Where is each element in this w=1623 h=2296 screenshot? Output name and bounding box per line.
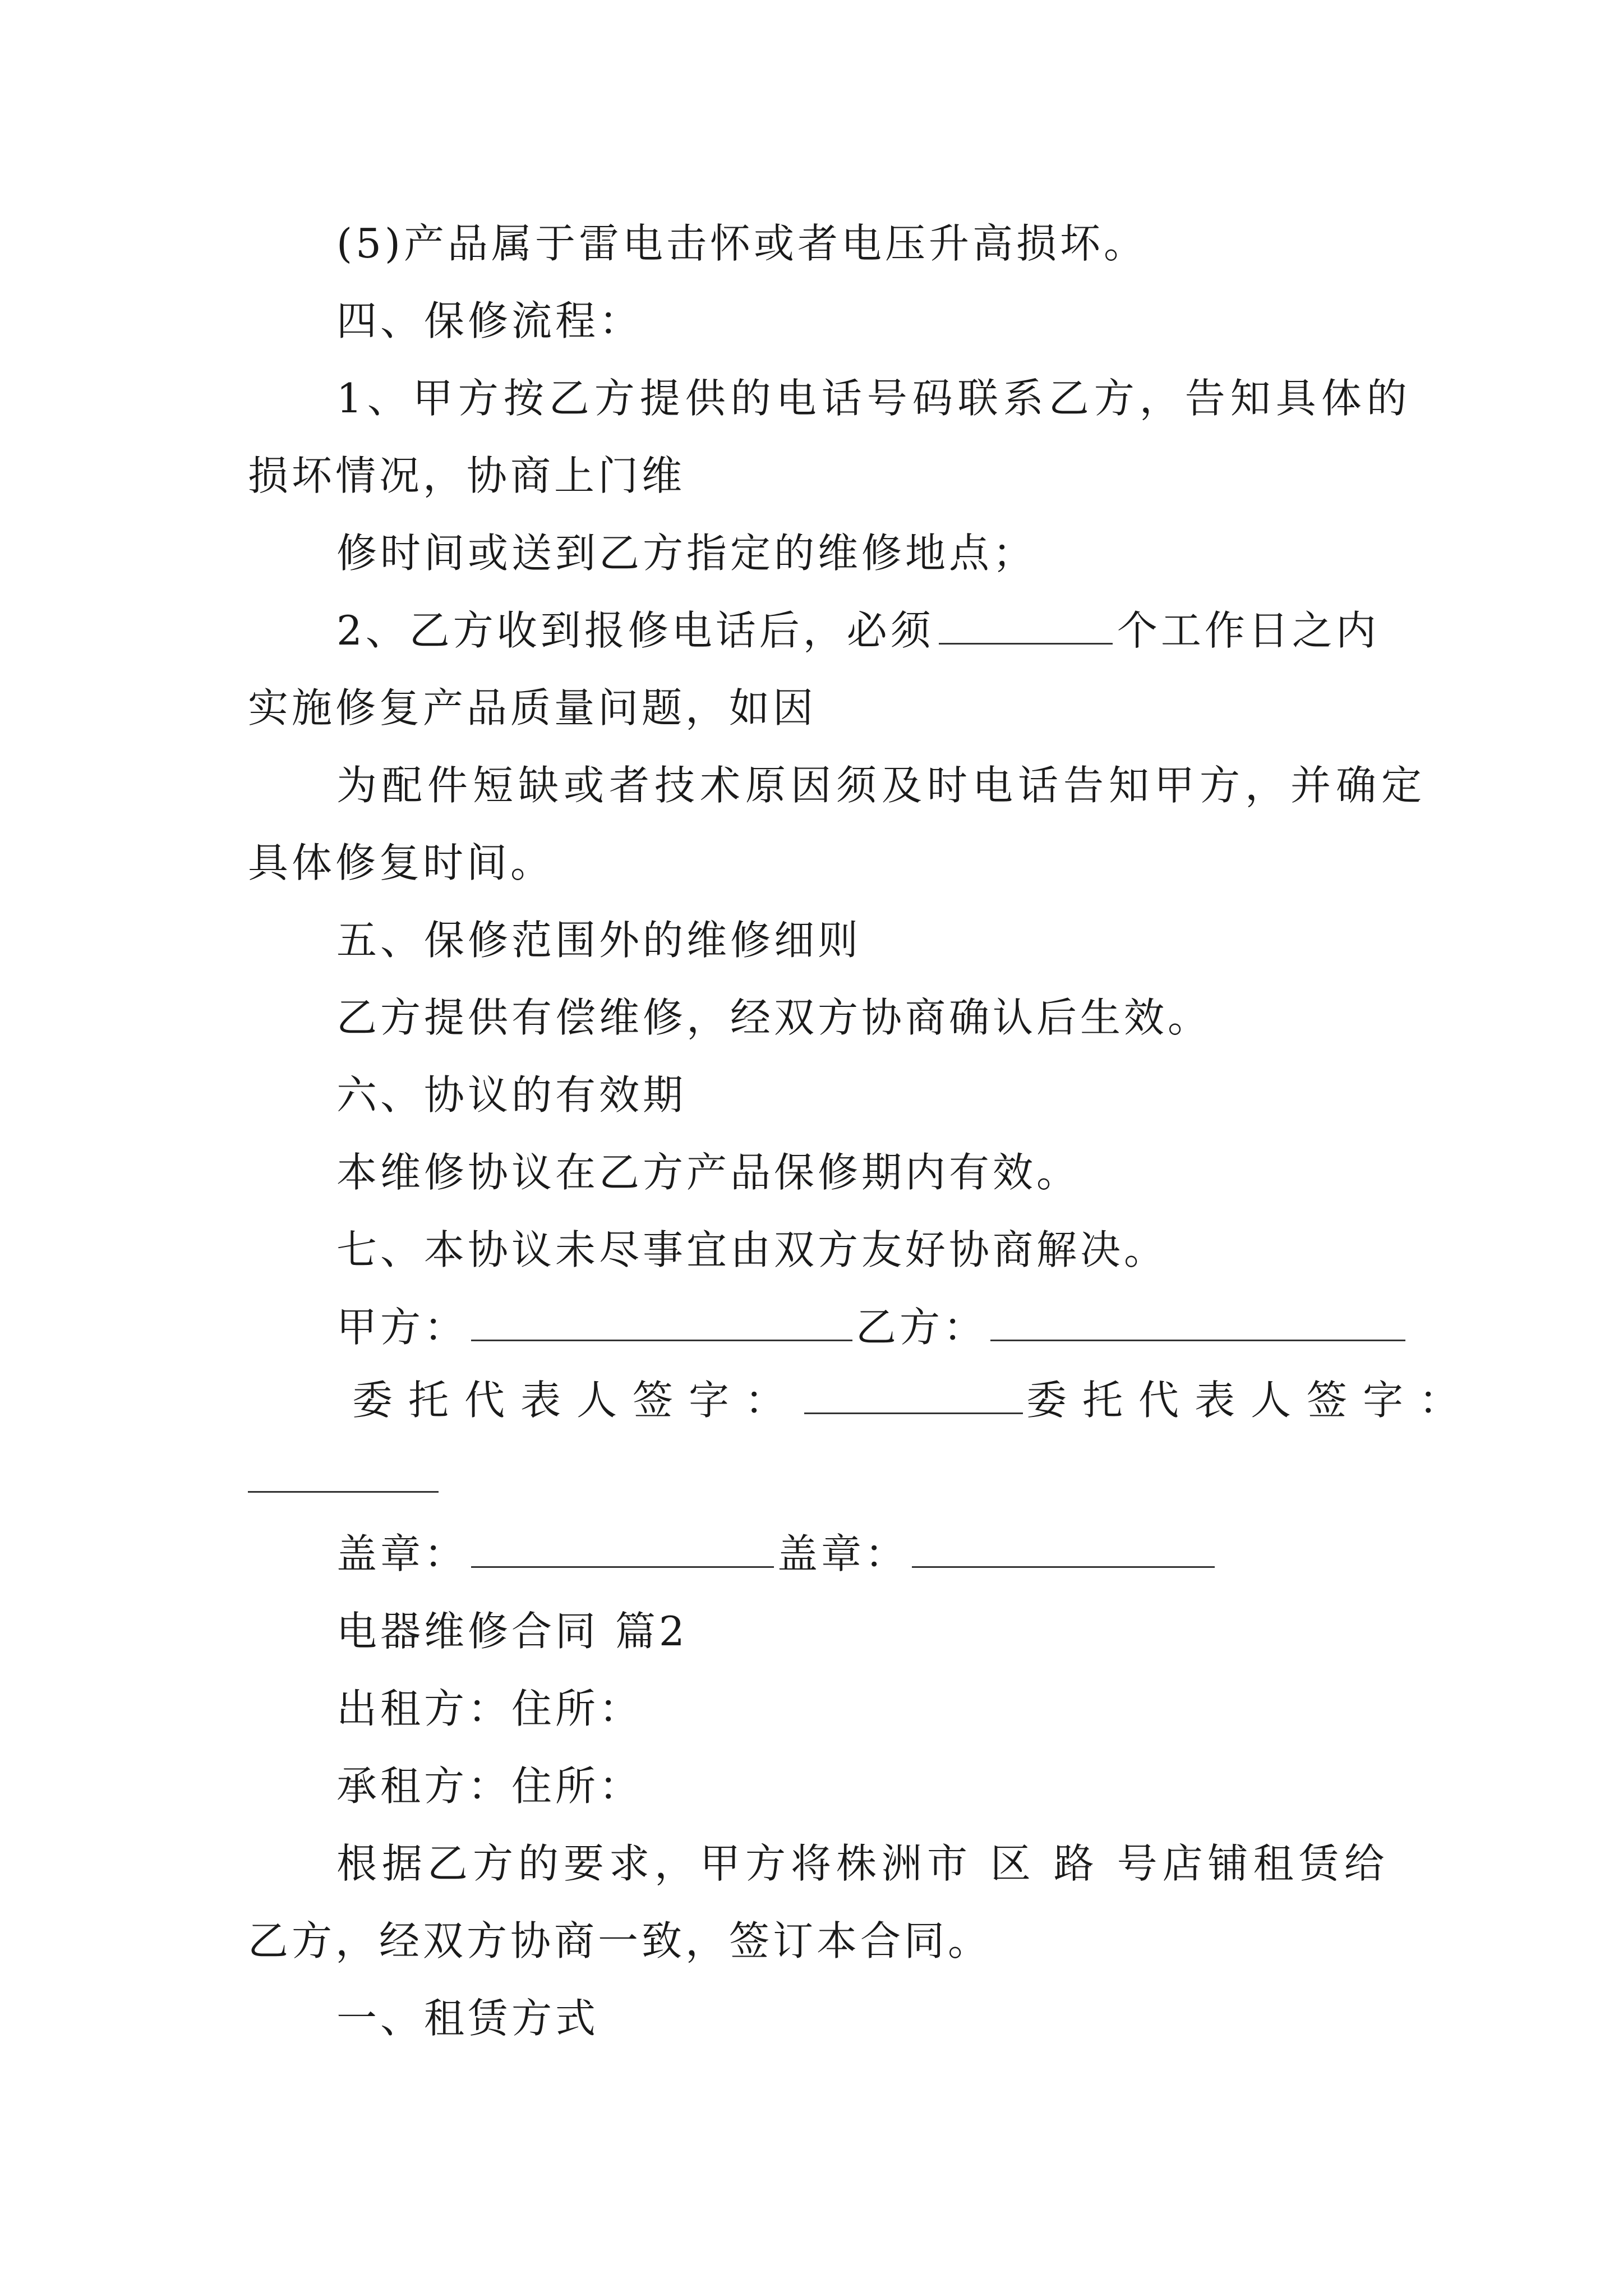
seal-a-label: 盖章： — [336, 1530, 468, 1577]
party-b-blank — [990, 1307, 1405, 1341]
representative-row — [352, 1377, 1476, 1424]
rep-b-label: 委托代表人签字： — [1026, 1377, 1476, 1424]
seal-b-label: 盖章： — [777, 1530, 909, 1577]
contract-2-title: 电器维修合同 篇2 — [336, 1608, 688, 1655]
section-heading-5: 五、保修范围外的维修细则 — [336, 917, 862, 964]
party-a-blank — [471, 1307, 852, 1341]
seal-b-blank — [912, 1534, 1215, 1568]
step-2-lead: 2、乙方收到报修电话后，必须 — [336, 607, 934, 654]
section-heading-6: 六、协议的有效期 — [336, 1071, 687, 1119]
workday-count-blank — [939, 610, 1113, 645]
rep-b-row — [248, 1458, 439, 1499]
step-2-trail: 个工作日之内 — [1117, 607, 1380, 654]
section-6-text: 本维修协议在乙方产品保修期内有效。 — [336, 1149, 1081, 1196]
party-b-label: 乙方： — [856, 1304, 988, 1351]
clause-5-text: (5)产品属于雷电击怀或者电压升高损坏。 — [336, 220, 1147, 267]
step-2-text — [336, 607, 1380, 654]
step-1-tail: 修时间或送到乙方指定的维修地点； — [336, 530, 1037, 577]
seal-a-blank — [471, 1534, 774, 1568]
section-heading-4: 四、保修流程： — [336, 297, 643, 344]
party-a-label: 甲方： — [336, 1304, 468, 1351]
lessor-line: 出租方：住所： — [336, 1685, 643, 1732]
section-5-text: 乙方提供有偿维修，经双方协商确认后生效。 — [336, 994, 1212, 1041]
rep-a-label: 委托代表人签字： — [352, 1377, 801, 1424]
lease-intro-continued: 乙方，经双方协商一致，签订本合同。 — [248, 1917, 992, 1964]
rep-a-blank — [804, 1380, 1023, 1414]
lessee-line: 承租方：住所： — [336, 1763, 643, 1810]
step-2-end: 具体修复时间。 — [248, 839, 555, 886]
step-2-continued: 实施修复产品质量问题，如因 — [248, 684, 817, 731]
step-2-tail: 为配件短缺或者技术原因须及时电话告知甲方，并确定 — [336, 762, 1427, 809]
step-1-text: 1、甲方按乙方提供的电话号码联系乙方，告知具体的 — [336, 375, 1412, 422]
rep-b-blank — [248, 1458, 439, 1493]
seal-row — [336, 1530, 1215, 1577]
lease-intro-text: 根据乙方的要求，甲方将株洲市 区 路 号店铺租赁给 — [336, 1840, 1390, 1887]
step-1-continued: 损坏情况，协商上门维 — [248, 452, 686, 499]
party-signature-row — [336, 1304, 1405, 1351]
section-7-text: 七、本协议未尽事宜由双方友好协商解决。 — [336, 1226, 1168, 1273]
lease-section-heading-1: 一、租赁方式 — [336, 1995, 600, 2042]
